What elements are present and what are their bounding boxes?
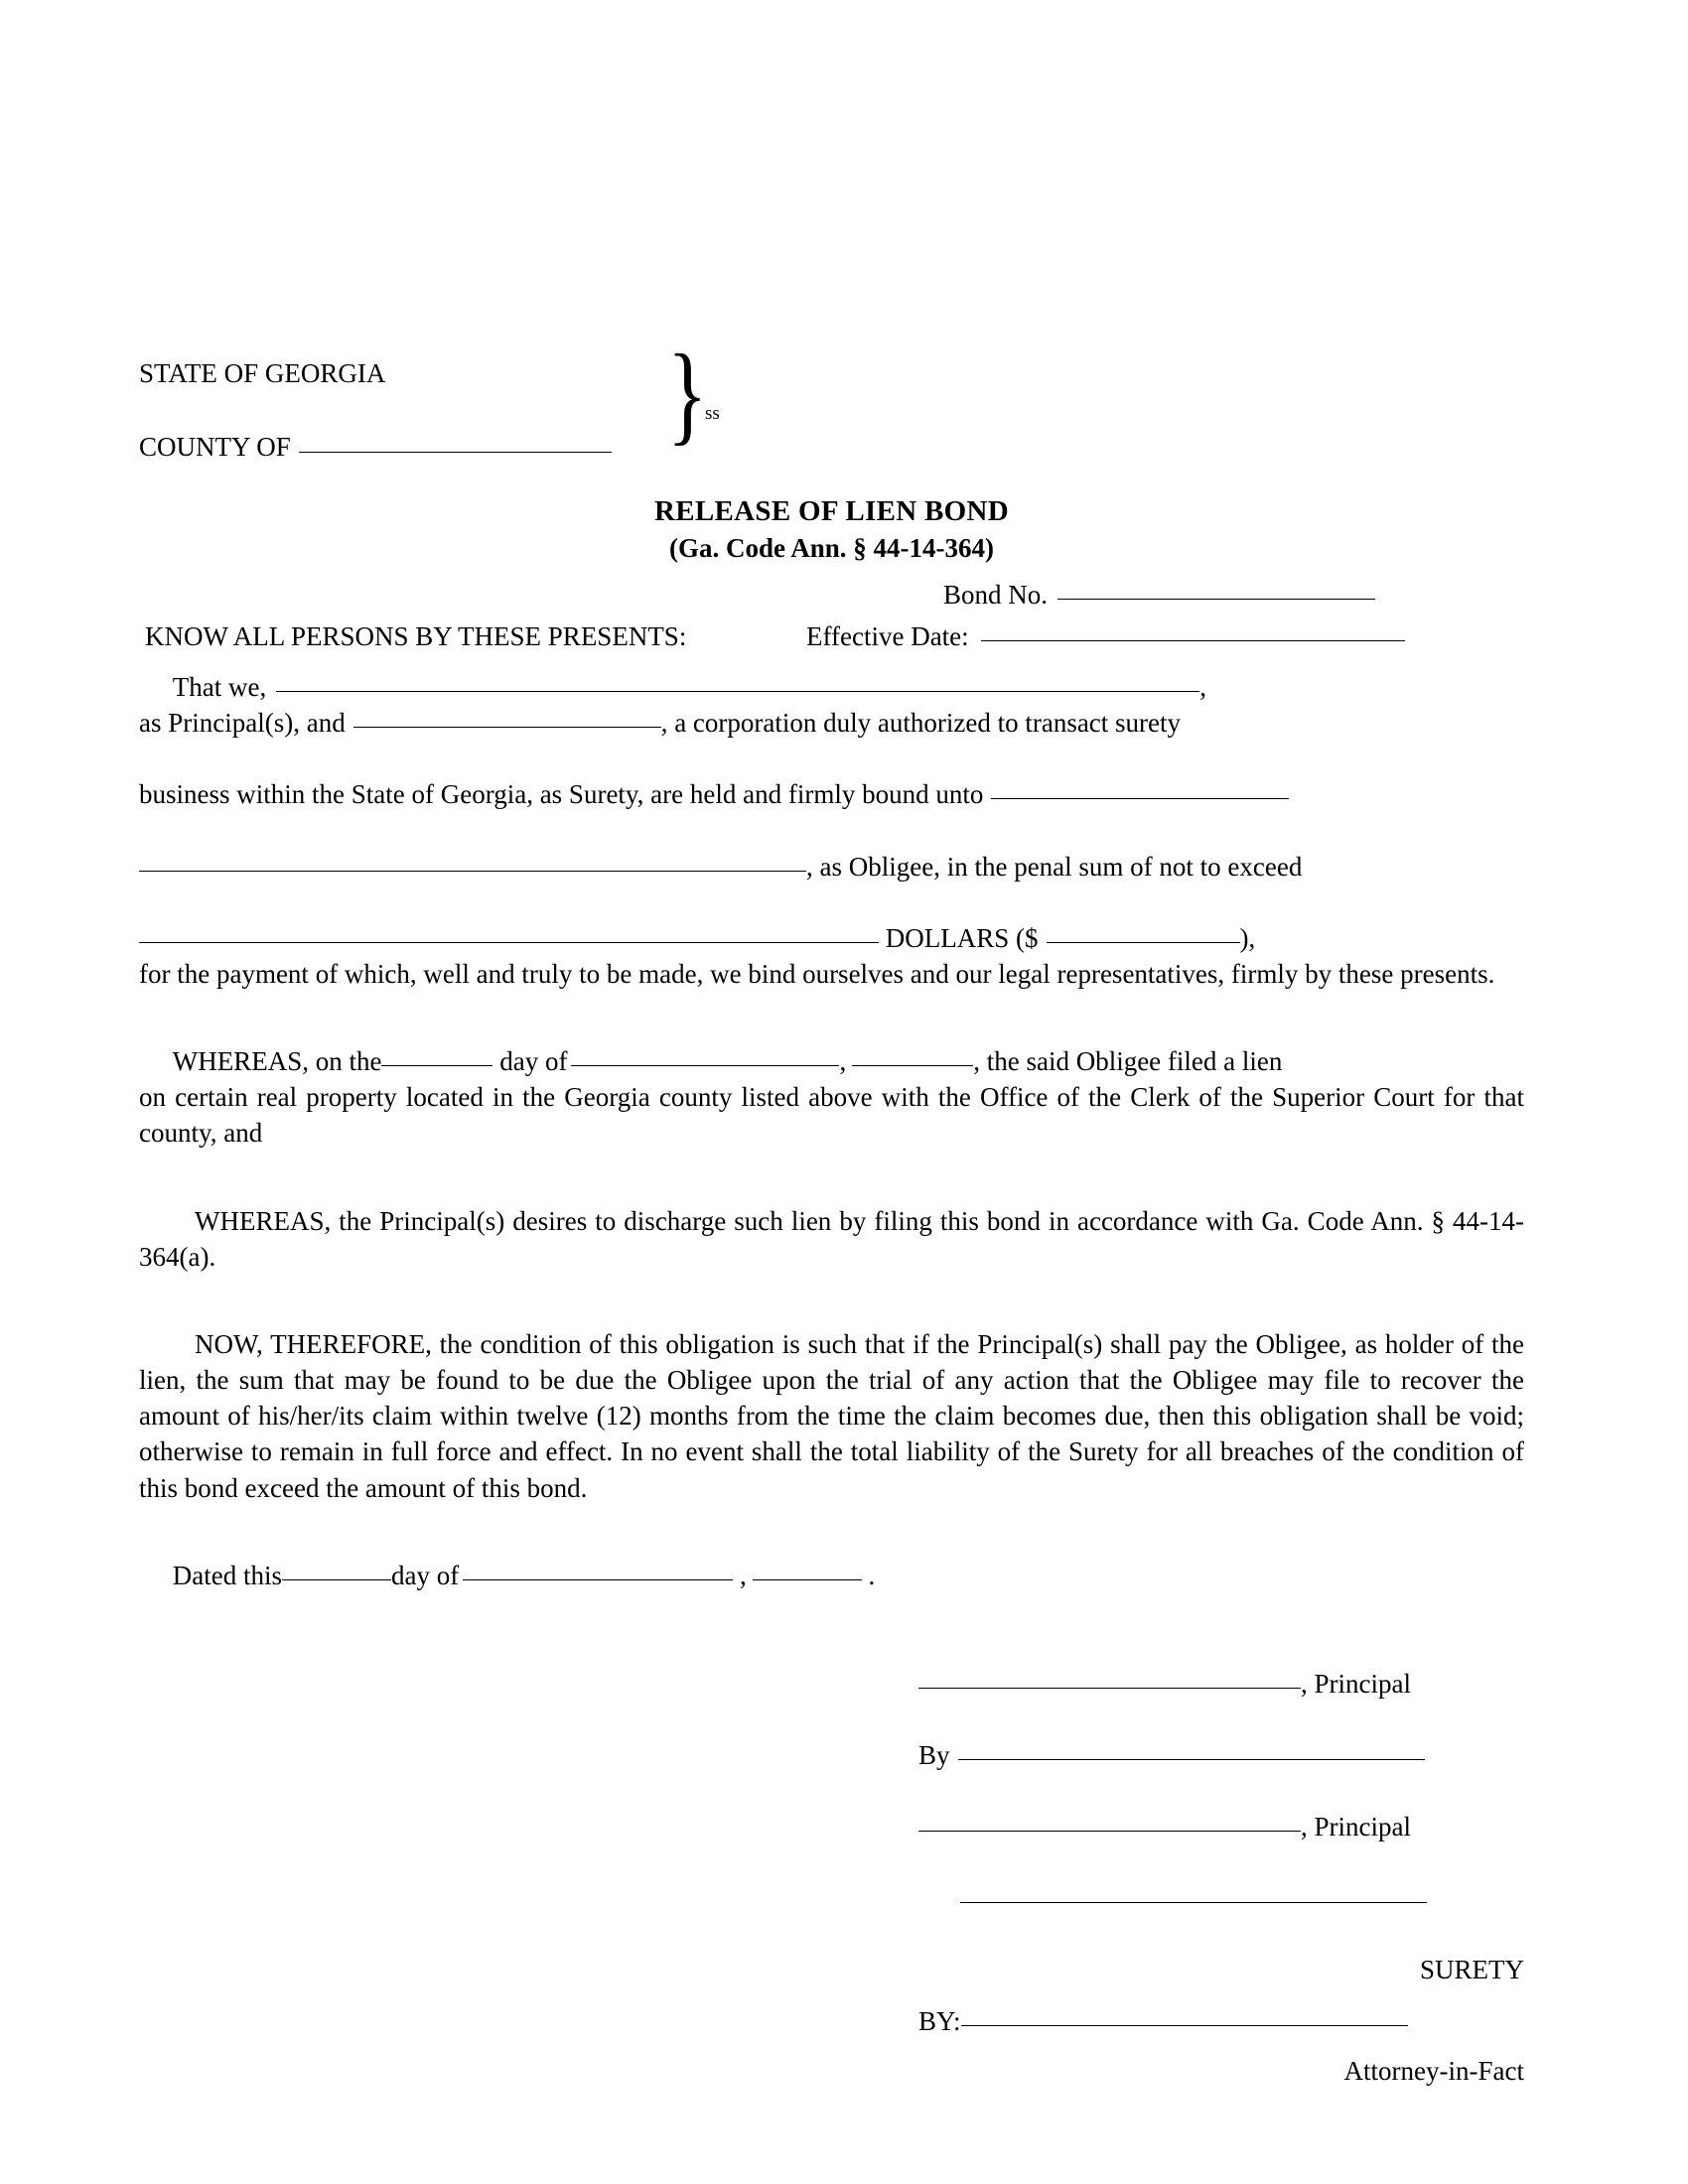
surety-label: SURETY <box>1419 1954 1524 1984</box>
surety-signature-line[interactable] <box>960 1902 1427 1903</box>
whereas-one-tail: , the said Obligee filed a lien <box>973 1046 1283 1077</box>
dated-line <box>139 1558 1524 1593</box>
page-subtitle: (Ga. Code Ann. § 44-14-364) <box>668 533 994 564</box>
ss-notation: ss <box>705 403 720 424</box>
surety-by-row <box>918 2006 1524 2056</box>
surety-name-input[interactable] <box>353 727 661 728</box>
penal-sum-words-input[interactable] <box>139 942 879 943</box>
principal-signature-row-1 <box>918 1669 1524 1740</box>
venue-caption <box>139 333 1524 491</box>
obligee-clause-line <box>139 849 1524 885</box>
attorney-in-fact-label: Attorney-in-Fact <box>1343 2055 1524 2086</box>
whereas-one-rest-paragraph: on certain real property located in the Georgia county listed above with the Office of the Clerk of the Superior Court for that county, and <box>139 1082 1524 1149</box>
brace-glyph: } <box>667 333 708 456</box>
by-signature-line[interactable] <box>958 1759 1425 1760</box>
now-therefore-paragraph: NOW, THEREFORE, the condition of this obligation is such that if the Principal(s) shall pay the Obligee, as holder of the lien, the sum that may be found to be due the Obligee upon the trial of any action that the Obligee may file to recover the amount of his/her/its claim within twelve (12) months from the time the claim becomes due, then this obligation shall be void; otherwise to remain in full force and effect. In no event shall the total liability of the Surety for all breaches of the condition of this bond exceed the amount of this bond. <box>139 1328 1524 1503</box>
page-title: RELEASE OF LIEN BOND <box>653 495 1010 527</box>
dated-year-input[interactable] <box>753 1579 862 1580</box>
state-line <box>139 360 385 387</box>
dollars-close-paren: ), <box>1239 922 1256 953</box>
principal-signature-line-2[interactable] <box>918 1831 1301 1832</box>
dated-period: . <box>868 1560 876 1590</box>
title-block <box>139 493 1524 566</box>
county-blank-field[interactable] <box>299 452 612 453</box>
lien-year-input[interactable] <box>852 1065 973 1066</box>
whereas-one-line <box>139 1043 1524 1079</box>
by-label: By <box>918 1739 950 1770</box>
bond-no-label: Bond No. <box>943 580 1049 610</box>
know-all-persons-text: KNOW ALL PERSONS BY THESE PRESENTS: <box>145 621 687 651</box>
effective-date-row <box>806 621 1405 652</box>
attorney-signature-line[interactable] <box>961 2025 1408 2026</box>
dated-comma: , <box>739 1560 747 1590</box>
principal-label-1: , Principal <box>1301 1668 1411 1699</box>
principal-name-input[interactable] <box>276 691 1199 692</box>
county-line <box>139 434 612 461</box>
obligee-name-input[interactable] <box>991 798 1289 799</box>
business-clause-line <box>139 776 1524 812</box>
state-label: STATE OF GEORGIA <box>139 358 386 388</box>
lien-day-input[interactable] <box>381 1065 492 1066</box>
dollars-line <box>139 920 1524 956</box>
dated-day-of-label: day of <box>390 1560 460 1590</box>
obligee-clause-label: , as Obligee, in the penal sum of not to exceed <box>806 851 1303 882</box>
surety-signature-row <box>918 1883 1524 1955</box>
principal-signature-line-1[interactable] <box>918 1688 1301 1689</box>
that-we-trailing-comma: , <box>1199 672 1206 702</box>
as-principals-label: as Principal(s), and <box>139 708 346 739</box>
whereas-one-comma: , <box>839 1046 847 1077</box>
business-clause-label: business within the State of Georgia, as Surety, are held and firmly bound unto <box>139 779 984 810</box>
by-signature-row <box>918 1740 1524 1812</box>
corporation-clause: , a corporation duly authorized to transact surety <box>660 708 1182 739</box>
signature-block <box>918 1669 1524 2087</box>
county-label: COUNTY OF <box>139 432 291 462</box>
payment-clause-paragraph: for the payment of which, well and truly to be made, we bind ourselves and our legal representatives, firmly by these presents. <box>139 958 1495 989</box>
whereas-one-label: WHEREAS, on the <box>172 1046 382 1077</box>
effective-date-label: Effective Date: <box>806 621 969 651</box>
whereas-two-paragraph: WHEREAS, the Principal(s) desires to discharge such lien by filing this bond in accordance with Ga. Code Ann. § 44-14-364(a). <box>139 1205 1524 1272</box>
effective-date-input[interactable] <box>981 640 1405 641</box>
whereas-one-day-of: day of <box>499 1046 568 1077</box>
bond-no-row <box>943 580 1375 611</box>
document-content <box>139 333 1524 2087</box>
dated-day-input[interactable] <box>282 1579 391 1580</box>
that-we-label: That we, <box>172 672 267 702</box>
lien-month-input[interactable] <box>571 1065 839 1066</box>
by-final-label: BY: <box>918 2005 961 2036</box>
obligee-continuation-input[interactable] <box>139 871 806 872</box>
that-we-line <box>139 669 1524 705</box>
bond-no-input[interactable] <box>1057 599 1375 600</box>
dated-this-label: Dated this <box>172 1560 282 1590</box>
principal-label-2: , Principal <box>1301 1811 1411 1842</box>
dollars-label: DOLLARS ($ <box>885 922 1039 953</box>
as-principals-line <box>139 705 1524 741</box>
penal-sum-amount-input[interactable] <box>1047 942 1240 943</box>
principal-signature-row-2 <box>918 1812 1524 1883</box>
dated-month-input[interactable] <box>463 1579 733 1580</box>
bond-header-fields <box>139 578 1524 669</box>
